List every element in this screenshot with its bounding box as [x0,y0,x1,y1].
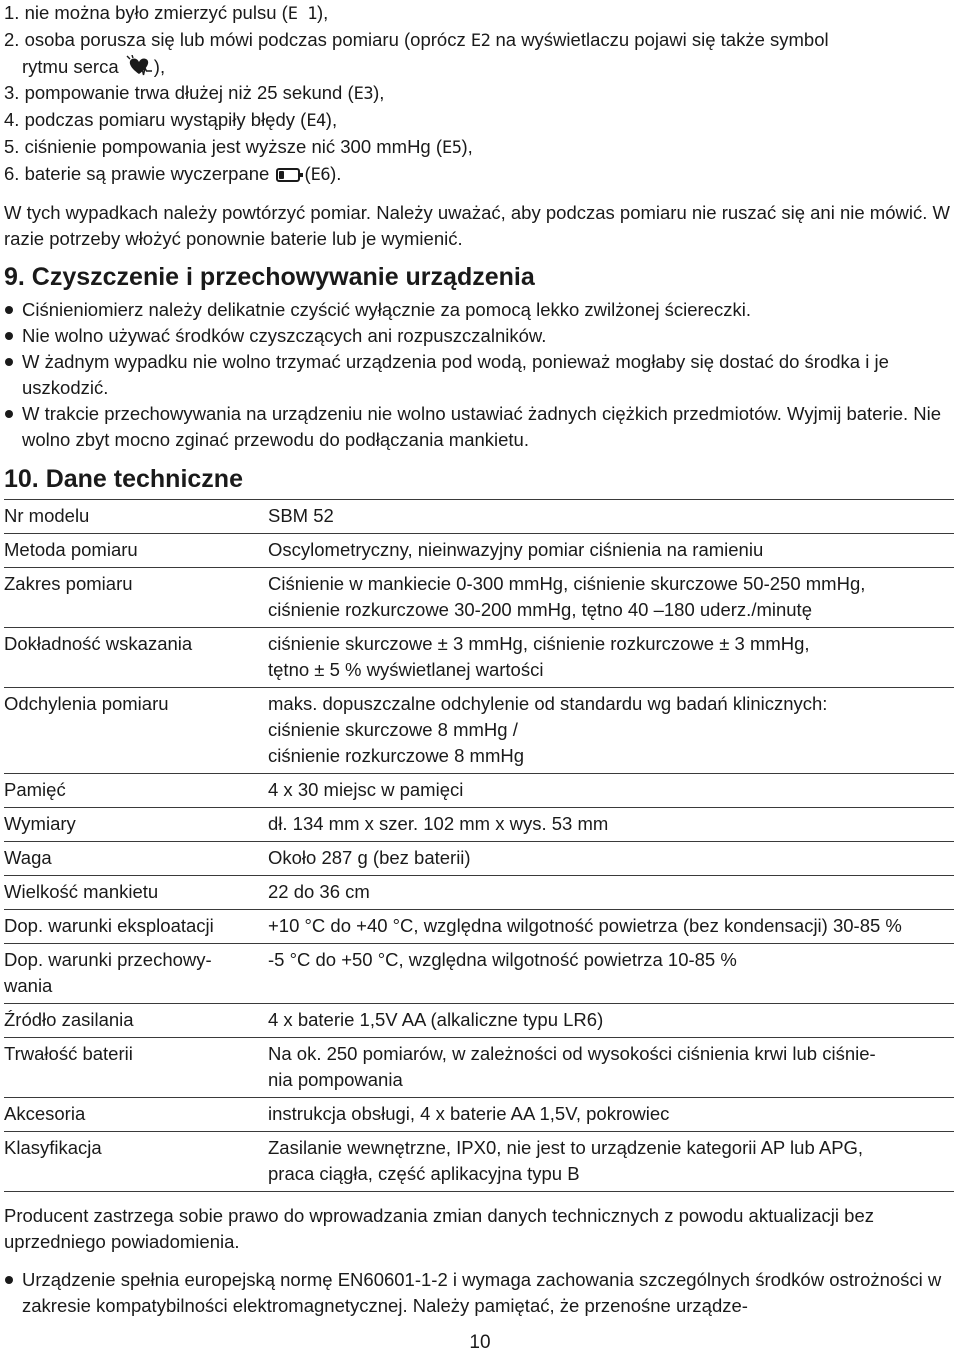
spec-value [268,777,954,803]
spec-row [4,807,954,841]
spec-row [4,773,954,807]
spec-value-line: dł. 134 mm x szer. 102 mm x wys. 53 mm [268,813,609,834]
spec-value-line: -5 °C do +50 °C, względna wilgotność powietrza 10-85 % [268,949,737,970]
spec-label [4,1041,240,1093]
spec-value [268,913,954,939]
spec-value-line: +10 °C do +40 °C, względna wilgotność powietrza (bez kondensacji) 30-85 % [268,915,902,936]
spec-value: SBM 52 [268,505,334,526]
spec-value [268,1007,954,1033]
spec-label-line: Dop. warunki eksploatacji [4,915,214,936]
spec-label [4,1007,240,1033]
spec-label-line: Zakres pomiaru [4,573,133,594]
spec-label [4,845,240,871]
technical-data-table [4,499,954,1192]
spec-label [4,691,240,769]
section-10-heading: 10. Dane techniczne [4,465,243,493]
spec-label-line: wania [4,975,53,996]
spec-value-line: Oscylometryczny, nieinwazyjny pomiar ciśnienia na ramieniu [268,539,764,560]
spec-value-line: ciśnienie skurczowe 8 mmHg / [268,719,518,740]
cleaning-bullet-list [4,297,954,453]
spec-row [4,627,954,687]
section-9-heading: 9. Czyszczenie i przechowywanie urządzenia [4,263,535,291]
spec-value [268,631,954,683]
spec-value [268,691,954,769]
spec-value [268,537,954,563]
spec-label-line: Waga [4,847,52,868]
spec-value [268,947,954,999]
error-list [4,0,954,188]
spec-value [268,571,954,623]
spec-label-line: Wymiary [4,813,76,834]
spec-label [4,913,240,939]
spec-value-line: maks. dopuszczalne odchylenie od standardu wg badań klinicznych: [268,693,828,714]
bullet-item: W trakcie przechowywania na urządzeniu nie wolno ustawiać żadnych ciężkich przedmiotów. Wyjmij baterie. Nie wolno zbyt mocno zginać przewodu do podłączania mankietu. [4,401,954,453]
manufacturer-notice: Producent zastrzega sobie prawo do wprowadzania zmian danych technicznych z powodu aktualizacji bez uprzedniego powiadomienia. [4,1205,874,1252]
spec-label [4,811,240,837]
spec-label-line: Klasyfikacja [4,1137,102,1158]
spec-value [268,811,954,837]
spec-value-line: 22 do 36 cm [268,881,370,902]
spec-value [268,1041,954,1093]
spec-value-line: 4 x baterie 1,5V AA (alkaliczne typu LR6) [268,1009,604,1030]
error-code-e6: E6 [310,165,331,185]
spec-value-line: praca ciągła, część aplikacyjna typu B [268,1163,580,1184]
spec-row [4,909,954,943]
spec-row [4,943,954,1003]
spec-value-line: nia pompowania [268,1069,403,1090]
spec-row-model [4,499,954,533]
error-item-2: 2. osoba porusza się lub mówi podczas pomiaru (oprócz E2 na wyświetlaczu pojawi się także symbol rytmu serca ), [4,29,829,77]
spec-row [4,1003,954,1037]
spec-label-line: Źródło zasilania [4,1009,134,1030]
spec-label-line: Metoda pomiaru [4,539,138,560]
bullet-item: Nie wolno używać środków czyszczących ani rozpuszczalników. [4,323,954,349]
spec-row [4,875,954,909]
spec-value [268,845,954,871]
spec-value-line: ciśnienie rozkurczowe 30-200 mmHg, tętno 40 –180 uderz./minutę [268,599,812,620]
error-item-3: 3. pompowanie trwa dłużej niż 25 sekund (E3), [4,82,385,104]
error-item-5: 5. ciśnienie pompowania jest wyższe nić 300 mmHg (E5), [4,136,473,158]
spec-value-line: instrukcja obsługi, 4 x baterie AA 1,5V, pokrowiec [268,1103,670,1124]
spec-label-line: Trwałość baterii [4,1043,133,1064]
spec-value-line: 4 x 30 miejsc w pamięci [268,779,464,800]
spec-value [268,879,954,905]
error-code-e2: E2 [470,31,491,51]
spec-row [4,841,954,875]
spec-label [4,777,240,803]
spec-value-line: ciśnienie rozkurczowe 8 mmHg [268,745,525,766]
error-code-e1: E 1 [287,4,317,24]
spec-row [4,1097,954,1131]
spec-value-line: tętno ± 5 % wyświetlanej wartości [268,659,544,680]
spec-value-line: Zasilanie wewnętrzne, IPX0, nie jest to urządzenie kategorii AP lub APG, [268,1137,864,1158]
error-item-6: 6. baterie są prawie wyczerpane (E6). [4,163,342,185]
spec-label [4,537,240,563]
spec-value-line: Ciśnienie w mankiecie 0-300 mmHg, ciśnienie skurczowe 50-250 mmHg, [268,573,866,594]
spec-label [4,1135,240,1187]
spec-label-line: Dop. warunki przechowy- [4,949,212,970]
error-item-1: 1. nie można było zmierzyć pulsu (E 1), [4,2,329,24]
emc-bullet-list [4,1267,954,1319]
spec-row [4,1037,954,1097]
spec-label [4,1101,240,1127]
spec-label-line: Pamięć [4,779,66,800]
spec-value [268,1101,954,1127]
bullet-item: W żadnym wypadku nie wolno trzymać urządzenia pod wodą, ponieważ mogłaby się dostać do środka i je uszkodzić. [4,349,954,401]
bullet-item: Urządzenie spełnia europejską normę EN60601-1-2 i wymaga zachowania szczególnych środków ostrożności w zakresie kompatybilności elektromagnetycznej. Należy pamiętać, że przenośne urządze- [4,1267,954,1319]
spec-row [4,1131,954,1192]
error-item-4: 4. podczas pomiaru wystąpiły błędy (E4), [4,109,338,131]
spec-label-line: Dokładność wskazania [4,633,193,654]
manual-page [4,0,954,1319]
heart-rhythm-icon [124,55,154,77]
spec-label [4,631,240,683]
spec-label-line: Odchylenia pomiaru [4,693,169,714]
spec-value-line: ciśnienie skurczowe ± 3 mmHg, ciśnienie rozkurczowe ± 3 mmHg, [268,633,810,654]
error-code-e3: E3 [353,84,374,104]
spec-value [268,1135,954,1187]
spec-label-line: Akcesoria [4,1103,86,1124]
spec-row [4,533,954,567]
spec-label: Nr modelu [4,505,90,526]
spec-label [4,879,240,905]
bullet-item: Ciśnieniomierz należy delikatnie czyścić wyłącznie za pomocą lekko zwilżonej ściereczki. [4,297,954,323]
spec-label-line: Wielkość mankietu [4,881,159,902]
error-code-e5: E5 [442,138,462,158]
repeat-measurement-paragraph: W tych wypadkach należy powtórzyć pomiar. Należy uważać, aby podczas pomiaru nie ruszać się ani nie mówić. W razie potrzeby włożyć ponownie baterie lub je wymienić. [4,202,950,249]
spec-label [4,571,240,623]
spec-value-line: Około 287 g (bez baterii) [268,847,471,868]
spec-row [4,567,954,627]
spec-row [4,687,954,773]
spec-value-line: Na ok. 250 pomiarów, w zależności od wysokości ciśnienia krwi lub ciśnie- [268,1043,876,1064]
spec-label [4,947,240,999]
page-number: 10 [469,1332,491,1353]
low-battery-icon [276,168,300,182]
error-code-e4: E4 [306,111,326,131]
